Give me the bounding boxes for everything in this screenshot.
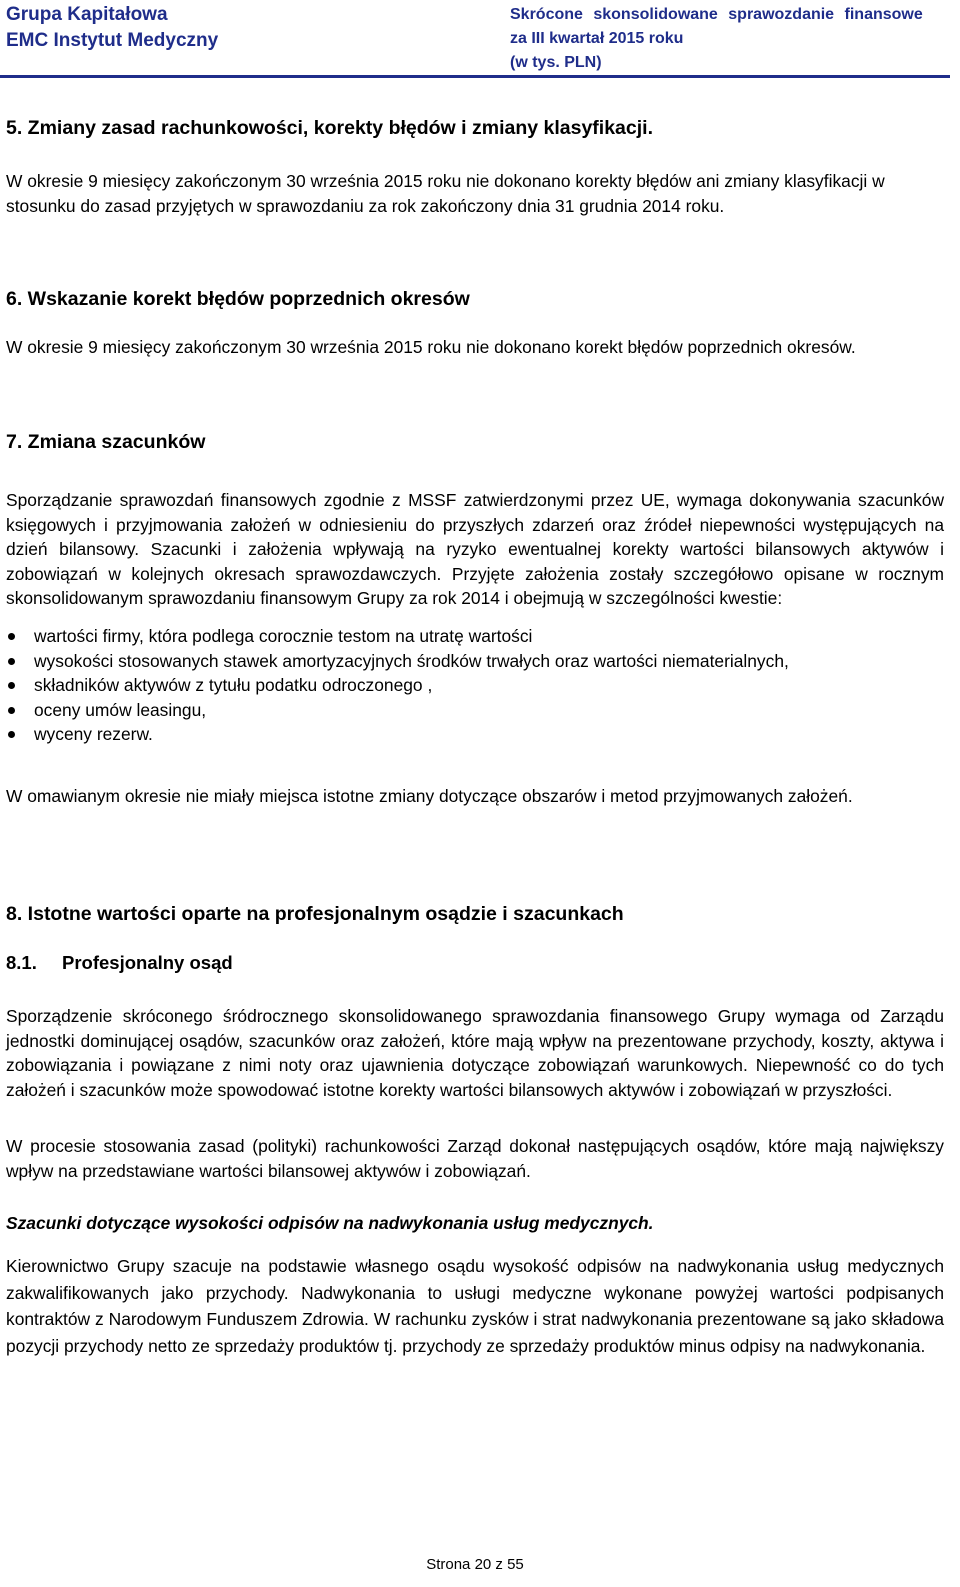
section-5-heading: 5. Zmiany zasad rachunkowości, korekty błędów i zmiany klasyfikacji. (6, 117, 654, 139)
list-item: oceny umów leasingu, (6, 698, 944, 723)
company-name (6, 2, 218, 54)
company-line-2: EMC Instytut Medyczny (6, 30, 219, 51)
section-7-body: Sporządzanie sprawozdań finansowych zgodnie z MSSF zatwierdzonymi przez UE, wymaga dokonywania szacunków księgowych i przyjmowania założeń w odniesieniu do przyszłych zdarzeń oraz źródeł niepewności występujących na dzień bilansowy. Szacunki i założenia wpływają na ryzyko ewentualnej korekty wartości bilansowych aktywów i zobowiązań w kolejnych okresach sprawozdawczych. Przyjęte założenia zostały szczegółowo opisane w rocznym skonsolidowanym sprawozdaniu finansowym Grupy za rok 2014 i obejmują w szczególności kwestie: (6, 490, 944, 608)
report-title-line-2: za III kwartał 2015 roku (510, 30, 684, 47)
estimates-list (6, 624, 944, 747)
company-line-1: Grupa Kapitałowa (6, 4, 168, 25)
bullet-icon (8, 707, 15, 714)
bullet-icon (8, 731, 15, 738)
section-8-heading: 8. Istotne wartości oparte na profesjonalnym osądzie i szacunkach (6, 903, 624, 925)
report-title (510, 3, 923, 75)
section-7-closing: W omawianym okresie nie miały miejsca istotne zmiany dotyczące obszarów i metod przyjmowanych założeń. (6, 786, 853, 806)
bullet-icon (8, 658, 15, 665)
list-item: wysokości stosowanych stawek amortyzacyjnych środków trwałych oraz wartości niematerialnych, (6, 649, 944, 674)
section-8-1-title: Profesjonalny osąd (62, 952, 233, 973)
list-item: wartości firmy, która podlega corocznie testom na utratę wartości (6, 624, 944, 649)
page-number: Strona 20 z 55 (426, 1556, 524, 1573)
section-6-body: W okresie 9 miesięcy zakończonym 30 września 2015 roku nie dokonano korekt błędów poprzednich okresów. (6, 337, 856, 357)
section-8-1-paragraph-2: W procesie stosowania zasad (polityki) rachunkowości Zarząd dokonał następujących osądów, które mają największy wpływ na przedstawiane wartości bilansowej aktywów i zobowiązań. (6, 1136, 944, 1181)
bullet-icon (8, 633, 15, 640)
list-item: wyceny rezerw. (6, 722, 944, 747)
bullet-icon (8, 682, 15, 689)
section-8-1-heading (6, 950, 233, 976)
header-divider (0, 75, 950, 78)
list-item: składników aktywów z tytułu podatku odroczonego , (6, 673, 944, 698)
section-8-1-paragraph-1: Sporządzenie skróconego śródrocznego skonsolidowanego sprawozdania finansowego Grupy wymaga od Zarządu jednostki dominującej osądów, szacunków oraz założeń, które mają wpływ na prezentowane przychody, koszty, aktywa i zobowiązania i powiązane z nimi noty oraz ujawnienia dotyczące zobowiązań warunkowych. Niepewność co do tych założeń i szacunków może spowodować istotne korekty wartości bilansowych aktywów i zobowiązań w przyszłości. (6, 1006, 944, 1100)
report-title-line-3: (w tys. PLN) (510, 54, 602, 71)
section-6-heading: 6. Wskazanie korekt błędów poprzednich okresów (6, 288, 470, 310)
report-title-line-1: Skrócone skonsolidowane sprawozdanie finansowe (510, 6, 923, 23)
section-7-heading: 7. Zmiana szacunków (6, 431, 206, 453)
estimates-subheading: Szacunki dotyczące wysokości odpisów na nadwykonania usług medycznych. (6, 1213, 654, 1233)
section-8-1-number: 8.1. (6, 952, 37, 973)
section-5-body: W okresie 9 miesięcy zakończonym 30 września 2015 roku nie dokonano korekty błędów ani zmiany klasyfikacji w stosunku do zasad przyjętych w sprawozdaniu za rok zakończony dnia 31 grudnia 2014 roku. (6, 171, 885, 216)
section-8-1-paragraph-3: Kierownictwo Grupy szacuje na podstawie własnego osądu wysokość odpisów na nadwykonania usług medycznych zakwalifikowanych jako przychody. Nadwykonania to usługi medyczne wykonane powyżej wartości podpisanych kontraktów z Narodowym Funduszem Zdrowia. W rachunku zysków i strat nadwykonania prezentowane są jako składowa pozycji przychody netto ze sprzedaży produktów tj. przychody ze sprzedaży produktów minus odpisy na nadwykonania. (6, 1256, 944, 1356)
